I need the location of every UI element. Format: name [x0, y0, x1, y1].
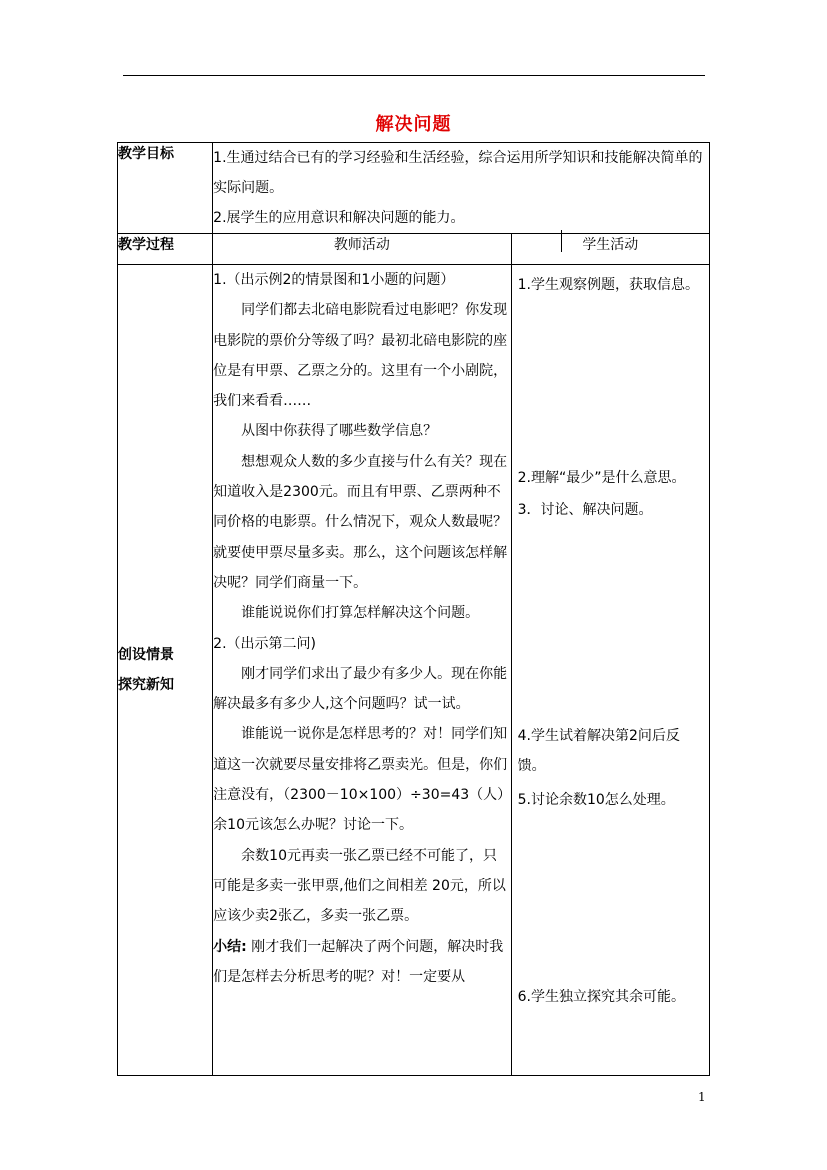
student-header: 学生活动	[511, 234, 709, 265]
page-number: 1	[698, 1090, 706, 1104]
student-item: 1.学生观察例题，获取信息。	[517, 277, 699, 293]
teacher-paragraph: 从图中你获得了哪些数学信息？	[241, 423, 438, 440]
goal-1: 1.生通过结合已有的学习经验和生活经验，综合运用所学知识和技能解决简单的实际问题。	[213, 150, 703, 196]
teacher-paragraph: 谁能说说你们打算怎样解决这个问题。	[241, 605, 480, 622]
teacher-paragraph: 想想观众人数的多少直接与什么有关？现在知道收入是2300元。而且有甲票、乙票两种不同价格的电影票。什么情况下，观众人数最呢？就要使甲票尽量多卖。那么，这个问题该怎样解决呢？同学们商量一下。	[213, 453, 508, 591]
document-title: 解决问题	[375, 114, 452, 135]
teacher-paragraph: 1.（出示例2的情景图和1小题的问题）	[213, 272, 455, 288]
teacher-paragraph: 2.（出示第二问)	[213, 635, 316, 652]
process-header-row	[118, 234, 710, 265]
student-item: 2.理解“最少”是什么意思。	[517, 470, 686, 486]
teacher-paragraph: 余数10元再卖一张乙票已经不可能了，只可能是多卖一张甲票,他们之间相差 20元，所以应该少卖2张乙，多卖一张乙票。	[213, 847, 506, 925]
section-label	[118, 265, 213, 1076]
lesson-plan-table	[117, 142, 710, 1076]
teacher-paragraph: 同学们都去北碚电影院看过电影吧？你发现电影院的票价分等级了吗？最初北碚电影院的座位是有甲票、乙票之分的。这里有一个小剧院，我们来看看……	[213, 302, 508, 410]
goals-content	[213, 143, 710, 234]
goal-2: 2.展学生的应用意识和解决问题的能力。	[213, 210, 465, 226]
header-rule	[123, 75, 705, 76]
teacher-paragraph: 谁能说一说你是怎样思考的？对！同学们知道这一次就要尽量安排将乙票卖光。但是，你们注意没有，（2300－10×100）÷30=43（人）余10元该怎么办呢？讨论一下。	[213, 726, 508, 834]
goals-label: 教学目标	[118, 143, 213, 234]
summary-paragraph	[213, 932, 510, 993]
teacher-header: 教师活动	[213, 234, 511, 265]
teacher-paragraph: 刚才同学们求出了最少有多少人。现在你能解决最多有多少人,这个问题吗？试一试。	[213, 665, 508, 713]
activity-row	[118, 265, 710, 1076]
student-item: 6.学生独立探究其余可能。	[517, 989, 685, 1005]
student-item: 5.讨论余数10怎么处理。	[517, 792, 675, 808]
goals-row	[118, 143, 710, 234]
summary-text: 刚才我们一起解决了两个问题，解决时我们是怎样去分析思考的呢？对！一定要从	[213, 938, 504, 985]
student-item: 3．讨论、解决问题。	[517, 502, 653, 518]
section-label-line-1: 创设情景	[118, 647, 174, 663]
student-activity	[511, 265, 709, 1076]
process-label: 教学过程	[118, 234, 213, 265]
student-item: 4.学生试着解决第2问后反馈。	[517, 728, 680, 774]
section-label-line-2: 探究新知	[118, 677, 174, 693]
teacher-activity	[213, 265, 511, 1076]
summary-label: 小结:	[213, 938, 247, 955]
